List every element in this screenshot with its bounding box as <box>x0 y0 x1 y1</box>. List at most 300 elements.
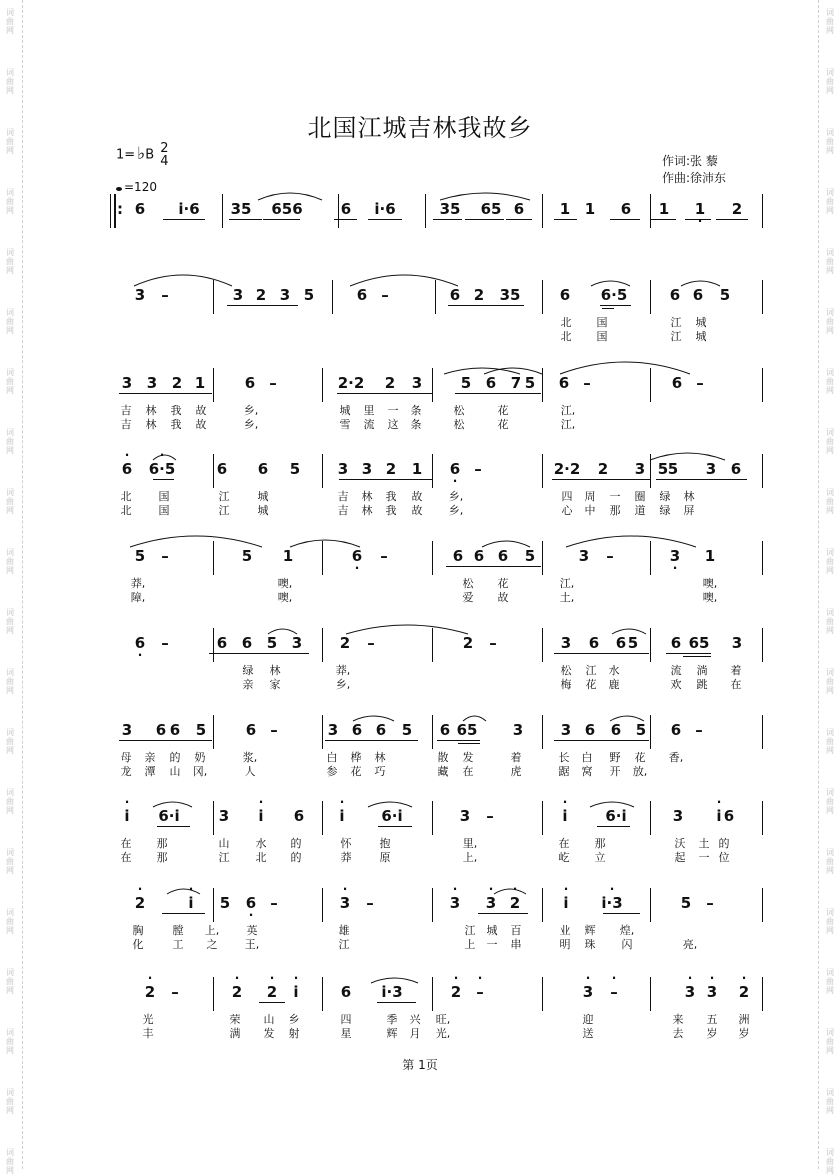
lyric-syllable: 松 <box>453 404 465 417</box>
watermark-text: 词 曲 网 <box>6 548 14 575</box>
octave-dot-high: · <box>687 971 693 985</box>
octave-dot-high: · <box>137 882 143 896</box>
lyric-syllable: 花 <box>497 577 509 590</box>
jianpu-note: 6 <box>216 460 228 478</box>
lyric-syllable: 莽, <box>130 577 146 590</box>
jianpu-note: 3 <box>327 721 339 739</box>
watermark-text: 词 曲 网 <box>6 848 14 875</box>
lyric-syllable: 故 <box>411 504 423 517</box>
jianpu-note: 3 <box>134 286 146 304</box>
jianpu-note: 6 <box>340 983 352 1001</box>
slur-arc <box>612 629 646 634</box>
lyric-syllable: 王, <box>244 938 260 951</box>
jianpu-note: i <box>188 894 194 912</box>
score-system <box>0 721 840 801</box>
lyric-syllable: 怀 <box>340 837 352 850</box>
watermark-text: 词 曲 网 <box>826 1088 834 1115</box>
jianpu-note: 5 <box>657 460 669 478</box>
octave-dot-high: · <box>159 448 165 462</box>
jianpu-note: – <box>583 374 591 392</box>
lyric-syllable: 雄 <box>338 924 350 937</box>
lyric-syllable: 开 <box>609 765 621 778</box>
jianpu-note: – <box>161 634 169 652</box>
lyric-syllable: 在 <box>120 837 132 850</box>
lyric-syllable: 膛 <box>172 924 184 937</box>
jianpu-note: 6 <box>351 547 363 565</box>
jianpu-note: 2 <box>509 894 521 912</box>
watermark-text: 词 曲 网 <box>826 608 834 635</box>
jianpu-note: 3 <box>218 807 230 825</box>
lyric-syllable: 城 <box>695 330 707 343</box>
lyric-syllable: 故 <box>497 591 509 604</box>
jianpu-note: 6 <box>558 374 570 392</box>
jianpu-note: 3 <box>361 460 373 478</box>
lyric-syllable: 城 <box>486 924 498 937</box>
lyric-syllable: 林 <box>361 504 373 517</box>
jianpu-note: 3 <box>684 983 696 1001</box>
jianpu-note: 2·2 <box>337 374 365 392</box>
jianpu-note: 35 <box>230 200 252 218</box>
jianpu-note: 2 <box>339 634 351 652</box>
lyric-syllable: 我 <box>385 504 397 517</box>
lyric-syllable: 江 <box>464 924 476 937</box>
lyric-syllable: 土, <box>559 591 575 604</box>
jianpu-note: 6 <box>356 286 368 304</box>
watermark-text: 词 曲 网 <box>6 128 14 155</box>
jianpu-note: 1 <box>658 200 670 218</box>
jianpu-note: 3 <box>459 807 471 825</box>
lyric-syllable: 城 <box>695 316 707 329</box>
lyric-syllable: 煌, <box>619 924 635 937</box>
lyric-syllable: 绿 <box>659 504 671 517</box>
lyric-syllable: 那 <box>594 837 606 850</box>
octave-dot-low: · <box>672 561 678 575</box>
octave-dot-high: · <box>609 882 615 896</box>
watermark-text: 词 曲 网 <box>6 1148 14 1175</box>
jianpu-note: 6 <box>485 374 497 392</box>
lyric-syllable: 乡, <box>243 418 259 431</box>
jianpu-note: – <box>489 634 497 652</box>
jianpu-note: 5 <box>401 721 413 739</box>
lyric-syllable: 北 <box>120 504 132 517</box>
lyric-syllable: 的 <box>718 837 730 850</box>
jianpu-note: 3 <box>279 286 291 304</box>
jianpu-note: 6 <box>452 547 464 565</box>
lyric-syllable: 的 <box>290 851 302 864</box>
octave-dot-high: · <box>563 882 569 896</box>
jianpu-note: 6 <box>169 721 181 739</box>
flat-sign: ♭ <box>137 143 146 164</box>
watermark-text: 词 曲 网 <box>6 1088 14 1115</box>
lyric-syllable: 花 <box>497 418 509 431</box>
watermark-text: 词 曲 网 <box>6 1028 14 1055</box>
lyric-syllable: 母 <box>120 751 132 764</box>
octave-dot-high: · <box>512 882 518 896</box>
jianpu-note: 6 <box>155 721 167 739</box>
lyric-syllable: 山 <box>218 837 230 850</box>
lyric-syllable: 闪 <box>621 938 633 951</box>
lyric-syllable: 绿 <box>242 664 254 677</box>
jianpu-note: 3 <box>560 721 572 739</box>
jianpu-note: 2 <box>450 983 462 1001</box>
jianpu-note: 2 <box>266 983 278 1001</box>
slur-arc <box>353 716 394 721</box>
lyric-syllable: 发 <box>462 751 474 764</box>
lyric-syllable: 着 <box>510 751 522 764</box>
lyric-syllable: 迎 <box>582 1013 594 1026</box>
jianpu-note: – <box>474 460 482 478</box>
jianpu-note: 65 <box>688 634 710 652</box>
lyric-syllable: 林 <box>361 490 373 503</box>
jianpu-note: – <box>171 983 179 1001</box>
key-signature <box>116 142 169 168</box>
lyric-syllable: 上 <box>464 938 476 951</box>
jianpu-note: 5 <box>303 286 315 304</box>
watermark-text: 词 曲 网 <box>6 488 14 515</box>
jianpu-note: 6·i <box>381 807 403 825</box>
slur-arc <box>463 716 486 721</box>
jianpu-note: – <box>366 894 374 912</box>
lyric-syllable: 江 <box>585 664 597 677</box>
lyric-syllable: 雪 <box>339 418 351 431</box>
lyric-syllable: 梅 <box>560 678 572 691</box>
lyric-syllable: 英 <box>246 924 258 937</box>
jianpu-note: 3 <box>560 634 572 652</box>
lyric-syllable: 上, <box>204 924 220 937</box>
lyric-syllable: 巧 <box>374 765 386 778</box>
time-unit: 4 <box>160 154 169 169</box>
lyric-syllable: 北 <box>560 316 572 329</box>
lyric-syllable: 奶 <box>194 751 206 764</box>
jianpu-note: 5 <box>241 547 253 565</box>
octave-dot-low: · <box>452 474 458 488</box>
jianpu-note: 6 <box>559 286 571 304</box>
quarter-note-icon <box>116 187 122 191</box>
lyric-syllable: 江 <box>670 330 682 343</box>
lyric-syllable: 欢 <box>670 678 682 691</box>
octave-dot-high: · <box>585 971 591 985</box>
jianpu-note: 5 <box>219 894 231 912</box>
jianpu-note: 6 <box>134 200 146 218</box>
lyric-syllable: 潭 <box>144 765 156 778</box>
jianpu-note: i <box>339 807 345 825</box>
jianpu-note: 2 <box>385 460 397 478</box>
slur-arc <box>368 802 412 807</box>
lyric-syllable: 岁 <box>706 1027 718 1040</box>
slur-layer <box>0 200 840 240</box>
jianpu-note: – <box>610 983 618 1001</box>
lyric-syllable: 城 <box>257 490 269 503</box>
lyric-syllable: 兴 <box>409 1013 421 1026</box>
watermark-text: 词 曲 网 <box>826 248 834 275</box>
octave-dot-high: · <box>293 971 299 985</box>
lyric-syllable: 放, <box>632 765 648 778</box>
slur-arc <box>167 889 200 894</box>
jianpu-note: 6·5 <box>600 286 628 304</box>
lyric-syllable: 原 <box>379 851 391 864</box>
slur-arc <box>268 629 297 634</box>
lyric-syllable: 条 <box>410 404 422 417</box>
slur-arc <box>494 889 526 894</box>
octave-dot-low: · <box>697 214 703 228</box>
lyric-syllable: 在 <box>558 837 570 850</box>
lyric-syllable: 噢, <box>277 577 293 590</box>
lyric-syllable: 林 <box>269 664 281 677</box>
jianpu-note: 2·2 <box>553 460 581 478</box>
jianpu-note: 6 <box>497 547 509 565</box>
jianpu-note: 3 <box>411 374 423 392</box>
lyric-syllable: 跳 <box>696 678 708 691</box>
lyric-syllable: 桦 <box>350 751 362 764</box>
lyric-syllable: 乡 <box>288 1013 300 1026</box>
lyric-syllable: 屹 <box>558 851 570 864</box>
lyric-syllable: 江 <box>670 316 682 329</box>
lyric-syllable: 月 <box>409 1027 421 1040</box>
lyric-syllable: 五 <box>706 1013 718 1026</box>
lyric-syllable: 虎 <box>510 765 522 778</box>
lyric-syllable: 乡, <box>448 504 464 517</box>
lyric-syllable: 鹿 <box>608 678 620 691</box>
jianpu-note: 3 <box>582 983 594 1001</box>
jianpu-note: 7 <box>510 374 522 392</box>
lyric-syllable: 一 <box>486 938 498 951</box>
watermark-text: 词 曲 网 <box>826 788 834 815</box>
watermark-text: 词 曲 网 <box>826 728 834 755</box>
watermark-text: 词 曲 网 <box>6 788 14 815</box>
lyric-syllable: 流 <box>670 664 682 677</box>
lyric-syllable: 乡, <box>243 404 259 417</box>
lyric-syllable: 踞 <box>558 765 570 778</box>
tempo-value: =120 <box>124 180 157 194</box>
jianpu-note: 6 <box>670 634 682 652</box>
lyric-syllable: 射 <box>288 1027 300 1040</box>
lyricist-credit: 作词:张 藜 <box>662 154 718 168</box>
jianpu-note: – <box>486 807 494 825</box>
jianpu-note: 3 <box>512 721 524 739</box>
jianpu-note: 3 <box>672 807 684 825</box>
lyric-syllable: 松 <box>453 418 465 431</box>
watermark-text: 词 曲 网 <box>826 308 834 335</box>
jianpu-note: – <box>606 547 614 565</box>
jianpu-note: 6 <box>723 807 735 825</box>
jianpu-note: 1 <box>694 200 706 218</box>
watermark-text: 词 曲 网 <box>826 8 834 35</box>
jianpu-note: i·6 <box>178 200 200 218</box>
lyric-syllable: 林 <box>374 751 386 764</box>
lyric-syllable: 江 <box>218 851 230 864</box>
lyric-syllable: 吉 <box>120 404 132 417</box>
slur-layer <box>0 286 840 326</box>
lyric-syllable: 在 <box>730 678 742 691</box>
jianpu-note: 6 <box>620 200 632 218</box>
jianpu-note: 6 <box>216 634 228 652</box>
octave-dot-high: · <box>716 795 722 809</box>
watermark-text: 词 曲 网 <box>6 68 14 95</box>
score-system <box>0 374 840 454</box>
slur-arc <box>610 716 644 721</box>
lyric-syllable: 龙 <box>120 765 132 778</box>
octave-dot-high: · <box>453 971 459 985</box>
jianpu-note: – <box>367 634 375 652</box>
lyric-syllable: 浆, <box>242 751 258 764</box>
lyric-syllable: 噢, <box>702 577 718 590</box>
lyric-syllable: 在 <box>120 851 132 864</box>
jianpu-note: 65 <box>480 200 502 218</box>
jianpu-note: 6 <box>692 286 704 304</box>
lyric-syllable: 四 <box>561 490 573 503</box>
jianpu-note: 6 <box>121 460 133 478</box>
jianpu-note: 6 <box>449 460 461 478</box>
lyric-syllable: 岁 <box>738 1027 750 1040</box>
tempo-mark <box>116 180 157 194</box>
slur-arc <box>650 453 725 460</box>
octave-dot-low: · <box>248 908 254 922</box>
lyric-syllable: 故 <box>195 404 207 417</box>
jianpu-note: 6 <box>588 634 600 652</box>
lyric-syllable: 野 <box>609 751 621 764</box>
watermark-text: 词 曲 网 <box>6 608 14 635</box>
lyric-syllable: 山 <box>169 765 181 778</box>
lyric-syllable: 松 <box>560 664 572 677</box>
lyric-syllable: 一 <box>698 851 710 864</box>
lyric-syllable: 乡, <box>448 490 464 503</box>
jianpu-note: – <box>706 894 714 912</box>
lyric-syllable: 噢, <box>702 591 718 604</box>
lyric-syllable: 周 <box>584 490 596 503</box>
lyric-syllable: 里, <box>462 837 478 850</box>
lyric-syllable: 明 <box>559 938 571 951</box>
lyric-syllable: 一 <box>609 490 621 503</box>
lyric-syllable: 旺, <box>435 1013 451 1026</box>
jianpu-note: 3 <box>669 547 681 565</box>
jianpu-note: – <box>476 983 484 1001</box>
jianpu-note: 656 <box>271 200 303 218</box>
watermark-text: 词 曲 网 <box>826 1028 834 1055</box>
lyric-syllable: 吉 <box>120 418 132 431</box>
watermark-text: 词 曲 网 <box>6 668 14 695</box>
jianpu-note: 6 <box>671 374 683 392</box>
composer-credit: 作曲:徐沛东 <box>662 171 727 185</box>
lyric-syllable: 四 <box>340 1013 352 1026</box>
jianpu-note: 6 <box>340 200 352 218</box>
jianpu-note: 6 <box>615 634 627 652</box>
jianpu-note: – <box>269 374 277 392</box>
jianpu-note: 5 <box>680 894 692 912</box>
slur-arc <box>371 978 418 983</box>
lyric-syllable: 条 <box>410 418 422 431</box>
jianpu-note: 6 <box>449 286 461 304</box>
slur-arc <box>444 368 520 374</box>
jianpu-note: 1 <box>194 374 206 392</box>
jianpu-note: 3 <box>337 460 349 478</box>
watermark-text: 词 曲 网 <box>826 968 834 995</box>
jianpu-note: – <box>380 547 388 565</box>
score-system <box>0 634 840 714</box>
jianpu-note: 35 <box>499 286 521 304</box>
lyric-syllable: 里 <box>363 404 375 417</box>
lyric-syllable: 抱 <box>379 837 391 850</box>
jianpu-note: 3 <box>339 894 351 912</box>
octave-dot-high: · <box>339 795 345 809</box>
lyric-syllable: 那 <box>156 851 168 864</box>
watermark-text: 词 曲 网 <box>826 848 834 875</box>
octave-dot-low: · <box>137 648 143 662</box>
slur-layer <box>0 634 840 674</box>
lyric-syllable: 江 <box>218 504 230 517</box>
jianpu-note: – <box>270 721 278 739</box>
jianpu-note: – <box>270 894 278 912</box>
watermark-text: 词 曲 网 <box>826 68 834 95</box>
lyric-syllable: 那 <box>609 504 621 517</box>
watermark-text: 词 曲 网 <box>6 308 14 335</box>
lyric-syllable: 辉 <box>386 1027 398 1040</box>
lyric-syllable: 屏 <box>683 504 695 517</box>
lyric-syllable: 光, <box>435 1027 451 1040</box>
time-beats: 2 <box>160 141 169 156</box>
lyric-syllable: 白 <box>581 751 593 764</box>
octave-dot-high: · <box>477 971 483 985</box>
lyric-syllable: 吉 <box>337 490 349 503</box>
lyric-syllable: 起 <box>674 851 686 864</box>
lyric-syllable: 光 <box>142 1013 154 1026</box>
octave-dot-high: · <box>709 971 715 985</box>
lyric-syllable: 荣 <box>229 1013 241 1026</box>
lyric-syllable: 在 <box>462 765 474 778</box>
watermark-text: 词 曲 网 <box>826 488 834 515</box>
lyric-syllable: 我 <box>170 418 182 431</box>
lyric-syllable: 花 <box>585 678 597 691</box>
lyric-syllable: 的 <box>169 751 181 764</box>
lyric-syllable: 吉 <box>337 504 349 517</box>
watermark-text: 词 曲 网 <box>6 8 14 35</box>
lyric-syllable: 土 <box>698 837 710 850</box>
jianpu-note: 6 <box>241 634 253 652</box>
lyric-syllable: 业 <box>559 924 571 937</box>
lyric-syllable: 冈, <box>192 765 208 778</box>
slur-arc <box>258 193 322 200</box>
jianpu-note: 6·i <box>158 807 180 825</box>
jianpu-note: 6 <box>245 721 257 739</box>
jianpu-note: i <box>716 807 722 825</box>
key-note: B <box>145 147 155 163</box>
score-system <box>0 882 840 974</box>
slur-arc <box>153 802 192 807</box>
lyric-syllable: 北 <box>560 330 572 343</box>
jianpu-note: 5 <box>635 721 647 739</box>
slur-arc <box>440 193 530 200</box>
lyric-syllable: 水 <box>255 837 267 850</box>
jianpu-note: 6 <box>584 721 596 739</box>
jianpu-note: 3 <box>146 374 158 392</box>
lyric-syllable: 工 <box>172 938 184 951</box>
jianpu-note: 3 <box>731 634 743 652</box>
lyric-syllable: 我 <box>170 404 182 417</box>
lyric-syllable: 北 <box>255 851 267 864</box>
octave-dot-high: · <box>452 882 458 896</box>
jianpu-note: 3 <box>578 547 590 565</box>
jianpu-note: 3 <box>232 286 244 304</box>
jianpu-note: – <box>381 286 389 304</box>
slur-arc <box>681 281 720 286</box>
jianpu-note: 3 <box>634 460 646 478</box>
jianpu-note: 2 <box>473 286 485 304</box>
lyric-syllable: 道 <box>634 504 646 517</box>
octave-dot-high: · <box>124 795 130 809</box>
jianpu-note: 3 <box>705 460 717 478</box>
jianpu-note: 3 <box>485 894 497 912</box>
octave-dot-high: · <box>562 795 568 809</box>
lyric-syllable: 江 <box>338 938 350 951</box>
